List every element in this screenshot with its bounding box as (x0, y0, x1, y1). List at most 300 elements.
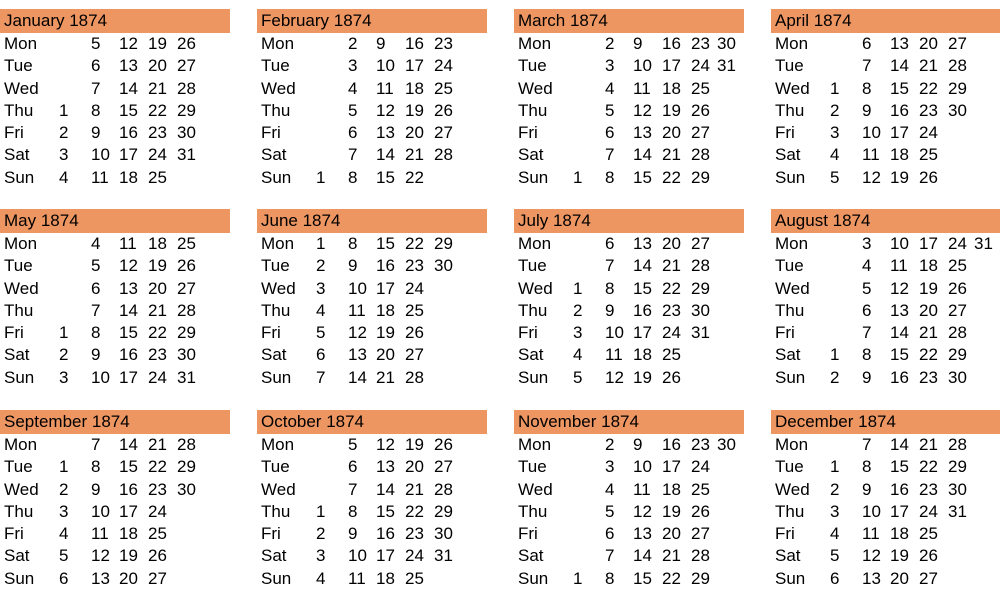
date-cell: 18 (376, 568, 395, 588)
date-cell: 12 (119, 256, 138, 276)
date-cell: 23 (691, 34, 710, 53)
weekday-label: Tue (518, 256, 547, 276)
date-cell: 31 (177, 145, 196, 165)
month-block (771, 9, 1000, 189)
date-cell: 17 (662, 56, 681, 76)
date-cell: 22 (662, 568, 681, 588)
date-cell: 14 (376, 145, 395, 165)
date-cell: 10 (376, 56, 395, 76)
weekday-row (771, 167, 1000, 189)
weekday-label: Mon (518, 435, 552, 454)
date-cell: 12 (376, 435, 395, 454)
weekday-label: Sun (261, 367, 292, 387)
weekday-row (771, 344, 1000, 366)
date-cell: 25 (405, 300, 424, 320)
date-cell: 25 (148, 524, 167, 544)
weekday-label: Sat (4, 546, 30, 566)
date-cell: 5 (91, 256, 101, 276)
date-cell: 1 (59, 323, 69, 343)
weekday-row (257, 434, 487, 456)
date-cell: 10 (862, 123, 881, 143)
date-cell: 26 (177, 34, 196, 53)
date-cell: 31 (717, 56, 736, 76)
date-cell: 12 (862, 546, 881, 566)
date-cell: 2 (830, 367, 840, 387)
weekday-label: Sun (775, 167, 806, 187)
date-cell: 5 (830, 167, 840, 187)
month-title: May 1874 (0, 209, 230, 233)
month-title: June 1874 (257, 209, 487, 233)
date-cell: 3 (59, 145, 69, 165)
date-cell: 21 (919, 323, 938, 343)
date-cell: 15 (119, 457, 138, 477)
weekday-row (514, 523, 744, 545)
weekday-row (257, 255, 487, 277)
date-cell: 8 (348, 501, 358, 521)
date-cell: 13 (119, 278, 138, 298)
weekday-label: Fri (4, 323, 24, 343)
date-cell: 21 (148, 300, 167, 320)
date-cell: 2 (830, 100, 840, 120)
date-cell: 21 (919, 435, 938, 454)
date-cell: 10 (91, 367, 110, 387)
date-cell: 20 (405, 123, 424, 143)
month-title: September 1874 (0, 410, 230, 434)
date-cell: 2 (59, 345, 69, 365)
date-cell: 28 (948, 56, 967, 76)
date-cell: 21 (405, 145, 424, 165)
month-block (0, 9, 230, 189)
date-cell: 18 (405, 78, 424, 98)
weekday-row (514, 545, 744, 567)
date-cell: 10 (862, 501, 881, 521)
date-cell: 4 (59, 524, 69, 544)
date-cell: 6 (59, 568, 69, 588)
date-cell: 17 (633, 323, 652, 343)
weekday-label: Thu (4, 100, 34, 120)
date-cell: 30 (717, 34, 736, 53)
date-cell: 30 (948, 479, 967, 499)
date-cell: 23 (405, 524, 424, 544)
weekday-label: Thu (518, 100, 548, 120)
weekday-row (771, 100, 1000, 122)
date-cell: 28 (405, 367, 424, 387)
date-cell: 3 (316, 546, 326, 566)
date-cell: 14 (890, 435, 909, 454)
weekday-row (771, 144, 1000, 166)
date-cell: 22 (662, 167, 681, 187)
date-cell: 5 (348, 100, 358, 120)
date-cell: 26 (691, 501, 710, 521)
date-cell: 3 (605, 457, 615, 477)
date-cell: 23 (691, 435, 710, 454)
date-cell: 16 (119, 123, 138, 143)
date-cell: 24 (919, 501, 938, 521)
date-cell: 30 (948, 100, 967, 120)
weekday-row (257, 300, 487, 322)
weekday-label: Tue (261, 256, 290, 276)
weekday-label: Thu (4, 501, 34, 521)
date-cell: 12 (91, 546, 110, 566)
date-cell: 31 (434, 546, 453, 566)
weekday-row (0, 545, 230, 567)
date-cell: 10 (633, 457, 652, 477)
date-cell: 17 (376, 546, 395, 566)
weekday-label: Tue (775, 256, 804, 276)
month-block (0, 410, 230, 590)
weekday-row (0, 233, 230, 255)
weekday-row (514, 78, 744, 100)
weekday-row (257, 568, 487, 590)
weekday-label: Wed (775, 78, 810, 98)
date-cell: 20 (148, 56, 167, 76)
date-cell: 1 (59, 457, 69, 477)
weekday-row (514, 367, 744, 389)
date-cell: 19 (662, 501, 681, 521)
date-cell: 1 (59, 100, 69, 120)
date-cell: 6 (605, 234, 615, 253)
weekday-row (257, 167, 487, 189)
date-cell: 26 (919, 167, 938, 187)
date-cell: 24 (948, 234, 967, 253)
date-cell: 7 (91, 78, 101, 98)
date-cell: 27 (691, 234, 710, 253)
date-cell: 28 (948, 435, 967, 454)
weekday-row (771, 255, 1000, 277)
date-cell: 24 (148, 501, 167, 521)
weekday-label: Fri (261, 323, 281, 343)
date-cell: 1 (573, 278, 583, 298)
weekday-row (0, 122, 230, 144)
date-cell: 22 (919, 457, 938, 477)
weekday-label: Tue (518, 56, 547, 76)
weekday-label: Thu (775, 300, 805, 320)
weekday-row (257, 322, 487, 344)
weekday-label: Sat (775, 345, 801, 365)
weekday-row (0, 144, 230, 166)
weekday-label: Wed (4, 278, 39, 298)
date-cell: 24 (662, 323, 681, 343)
date-cell: 13 (633, 524, 652, 544)
weekday-label: Fri (4, 123, 24, 143)
weekday-label: Fri (775, 123, 795, 143)
date-cell: 14 (376, 479, 395, 499)
date-cell: 27 (691, 123, 710, 143)
date-cell: 5 (348, 435, 358, 454)
weekday-row (0, 78, 230, 100)
month-title: January 1874 (0, 9, 230, 33)
date-cell: 20 (662, 123, 681, 143)
weekday-label: Sun (261, 568, 292, 588)
weekday-row (257, 545, 487, 567)
date-cell: 2 (348, 34, 358, 53)
date-cell: 6 (605, 524, 615, 544)
date-cell: 13 (348, 345, 367, 365)
weekday-label: Tue (518, 457, 547, 477)
weekday-label: Fri (4, 524, 24, 544)
date-cell: 1 (573, 167, 583, 187)
date-cell: 28 (691, 256, 710, 276)
date-cell: 5 (862, 278, 872, 298)
month-title: April 1874 (771, 9, 1000, 33)
month-block (514, 410, 744, 590)
date-cell: 1 (573, 568, 583, 588)
weekday-row (514, 322, 744, 344)
date-cell: 31 (691, 323, 710, 343)
month-block (514, 9, 744, 189)
weekday-row (771, 523, 1000, 545)
date-cell: 26 (948, 278, 967, 298)
date-cell: 14 (890, 323, 909, 343)
month-block (0, 209, 230, 389)
date-cell: 7 (862, 323, 872, 343)
date-cell: 16 (890, 479, 909, 499)
weekday-label: Wed (518, 479, 553, 499)
month-title: October 1874 (257, 410, 487, 434)
date-cell: 18 (119, 167, 138, 187)
date-cell: 23 (148, 345, 167, 365)
date-cell: 25 (177, 234, 196, 253)
date-cell: 29 (177, 323, 196, 343)
date-cell: 10 (91, 145, 110, 165)
weekday-row (0, 568, 230, 590)
weekday-label: Tue (4, 457, 33, 477)
weekday-label: Sat (261, 145, 287, 165)
date-cell: 13 (376, 123, 395, 143)
date-cell: 12 (376, 100, 395, 120)
date-cell: 26 (691, 100, 710, 120)
date-cell: 14 (348, 367, 367, 387)
date-cell: 17 (405, 56, 424, 76)
weekday-row (257, 233, 487, 255)
weekday-label: Thu (775, 501, 805, 521)
date-cell: 18 (890, 145, 909, 165)
date-cell: 15 (119, 323, 138, 343)
date-cell: 7 (91, 300, 101, 320)
date-cell: 19 (919, 278, 938, 298)
date-cell: 21 (662, 256, 681, 276)
weekday-label: Wed (775, 479, 810, 499)
date-cell: 3 (862, 234, 872, 253)
weekday-label: Mon (4, 34, 38, 53)
date-cell: 7 (605, 145, 615, 165)
date-cell: 7 (605, 546, 615, 566)
date-cell: 12 (119, 34, 138, 53)
date-cell: 16 (376, 524, 395, 544)
date-cell: 24 (405, 278, 424, 298)
date-cell: 27 (691, 524, 710, 544)
date-cell: 5 (830, 546, 840, 566)
weekday-label: Fri (518, 524, 538, 544)
date-cell: 26 (919, 546, 938, 566)
date-cell: 3 (605, 56, 615, 76)
weekday-row (257, 122, 487, 144)
weekday-row (257, 144, 487, 166)
weekday-row (771, 545, 1000, 567)
date-cell: 21 (376, 367, 395, 387)
date-cell: 4 (316, 300, 326, 320)
month-title: November 1874 (514, 410, 744, 434)
date-cell: 1 (830, 457, 840, 477)
date-cell: 24 (919, 123, 938, 143)
month-block (257, 209, 487, 389)
date-cell: 17 (376, 278, 395, 298)
weekday-label: Fri (518, 123, 538, 143)
weekday-row (257, 367, 487, 389)
date-cell: 14 (119, 300, 138, 320)
date-cell: 7 (862, 435, 872, 454)
date-cell: 21 (148, 78, 167, 98)
date-cell: 16 (119, 345, 138, 365)
date-cell: 13 (633, 123, 652, 143)
date-cell: 29 (691, 568, 710, 588)
date-cell: 19 (405, 435, 424, 454)
weekday-label: Sun (775, 367, 806, 387)
date-cell: 4 (605, 479, 615, 499)
date-cell: 14 (119, 78, 138, 98)
weekday-label: Tue (775, 56, 804, 76)
weekday-label: Wed (261, 78, 296, 98)
date-cell: 24 (405, 546, 424, 566)
date-cell: 16 (662, 34, 681, 53)
date-cell: 26 (662, 367, 681, 387)
date-cell: 27 (434, 123, 453, 143)
weekday-label: Thu (518, 300, 548, 320)
date-cell: 8 (348, 167, 358, 187)
weekday-row (257, 278, 487, 300)
date-cell: 22 (148, 457, 167, 477)
date-cell: 29 (691, 167, 710, 187)
date-cell: 2 (59, 123, 69, 143)
date-cell: 19 (119, 546, 138, 566)
date-cell: 11 (890, 256, 908, 276)
date-cell: 9 (862, 479, 872, 499)
date-cell: 7 (348, 145, 358, 165)
date-cell: 6 (348, 457, 358, 477)
weekday-row (514, 33, 744, 55)
date-cell: 11 (633, 78, 651, 98)
date-cell: 27 (948, 34, 967, 53)
date-cell: 1 (316, 501, 326, 521)
date-cell: 7 (91, 435, 101, 454)
date-cell: 29 (434, 234, 453, 253)
date-cell: 25 (148, 167, 167, 187)
date-cell: 5 (605, 100, 615, 120)
date-cell: 13 (890, 34, 909, 53)
date-cell: 24 (434, 56, 453, 76)
weekday-label: Sat (518, 345, 544, 365)
date-cell: 20 (148, 278, 167, 298)
date-cell: 25 (948, 256, 967, 276)
date-cell: 20 (890, 568, 909, 588)
weekday-label: Thu (518, 501, 548, 521)
date-cell: 11 (91, 167, 109, 187)
date-cell: 1 (316, 234, 326, 253)
date-cell: 18 (148, 234, 167, 253)
month-title: February 1874 (257, 9, 487, 33)
date-cell: 16 (662, 435, 681, 454)
weekday-row (514, 122, 744, 144)
month-block (771, 410, 1000, 590)
weekday-label: Wed (4, 78, 39, 98)
date-cell: 20 (119, 568, 138, 588)
date-cell: 29 (177, 100, 196, 120)
weekday-label: Mon (775, 34, 809, 53)
date-cell: 22 (919, 345, 938, 365)
date-cell: 2 (830, 479, 840, 499)
weekday-row (0, 523, 230, 545)
date-cell: 8 (348, 234, 358, 253)
date-cell: 14 (633, 145, 652, 165)
weekday-label: Sun (518, 167, 549, 187)
date-cell: 13 (633, 234, 652, 253)
date-cell: 4 (91, 234, 101, 253)
date-cell: 10 (348, 278, 367, 298)
weekday-row (0, 300, 230, 322)
date-cell: 16 (119, 479, 138, 499)
date-cell: 8 (91, 323, 101, 343)
weekday-label: Mon (4, 234, 38, 253)
date-cell: 11 (91, 524, 109, 544)
date-cell: 23 (434, 34, 453, 53)
date-cell: 12 (633, 100, 652, 120)
date-cell: 30 (717, 435, 736, 454)
month-title: August 1874 (771, 209, 1000, 233)
weekday-row (514, 568, 744, 590)
weekday-row (0, 322, 230, 344)
month-block (257, 410, 487, 590)
weekday-label: Mon (261, 435, 295, 454)
weekday-row (514, 144, 744, 166)
date-cell: 15 (376, 501, 395, 521)
weekday-label: Wed (518, 278, 553, 298)
date-cell: 25 (662, 345, 681, 365)
weekday-row (0, 434, 230, 456)
date-cell: 27 (148, 568, 167, 588)
date-cell: 3 (348, 56, 358, 76)
weekday-label: Mon (261, 234, 295, 253)
date-cell: 27 (177, 56, 196, 76)
date-cell: 3 (573, 323, 583, 343)
date-cell: 8 (605, 568, 615, 588)
month-title: December 1874 (771, 410, 1000, 434)
date-cell: 15 (890, 457, 909, 477)
date-cell: 27 (948, 300, 967, 320)
weekday-row (514, 278, 744, 300)
weekday-row (514, 255, 744, 277)
weekday-label: Sat (775, 145, 801, 165)
date-cell: 4 (59, 167, 69, 187)
date-cell: 20 (376, 345, 395, 365)
date-cell: 11 (348, 300, 366, 320)
date-cell: 30 (948, 367, 967, 387)
weekday-row (771, 278, 1000, 300)
date-cell: 21 (919, 56, 938, 76)
weekday-row (514, 233, 744, 255)
weekday-row (257, 456, 487, 478)
date-cell: 10 (890, 234, 909, 253)
date-cell: 28 (177, 78, 196, 98)
date-cell: 31 (177, 367, 196, 387)
date-cell: 31 (948, 501, 967, 521)
date-cell: 12 (348, 323, 367, 343)
weekday-label: Fri (261, 524, 281, 544)
date-cell: 26 (434, 100, 453, 120)
date-cell: 15 (119, 100, 138, 120)
date-cell: 15 (376, 167, 395, 187)
date-cell: 10 (348, 546, 367, 566)
weekday-row (771, 78, 1000, 100)
